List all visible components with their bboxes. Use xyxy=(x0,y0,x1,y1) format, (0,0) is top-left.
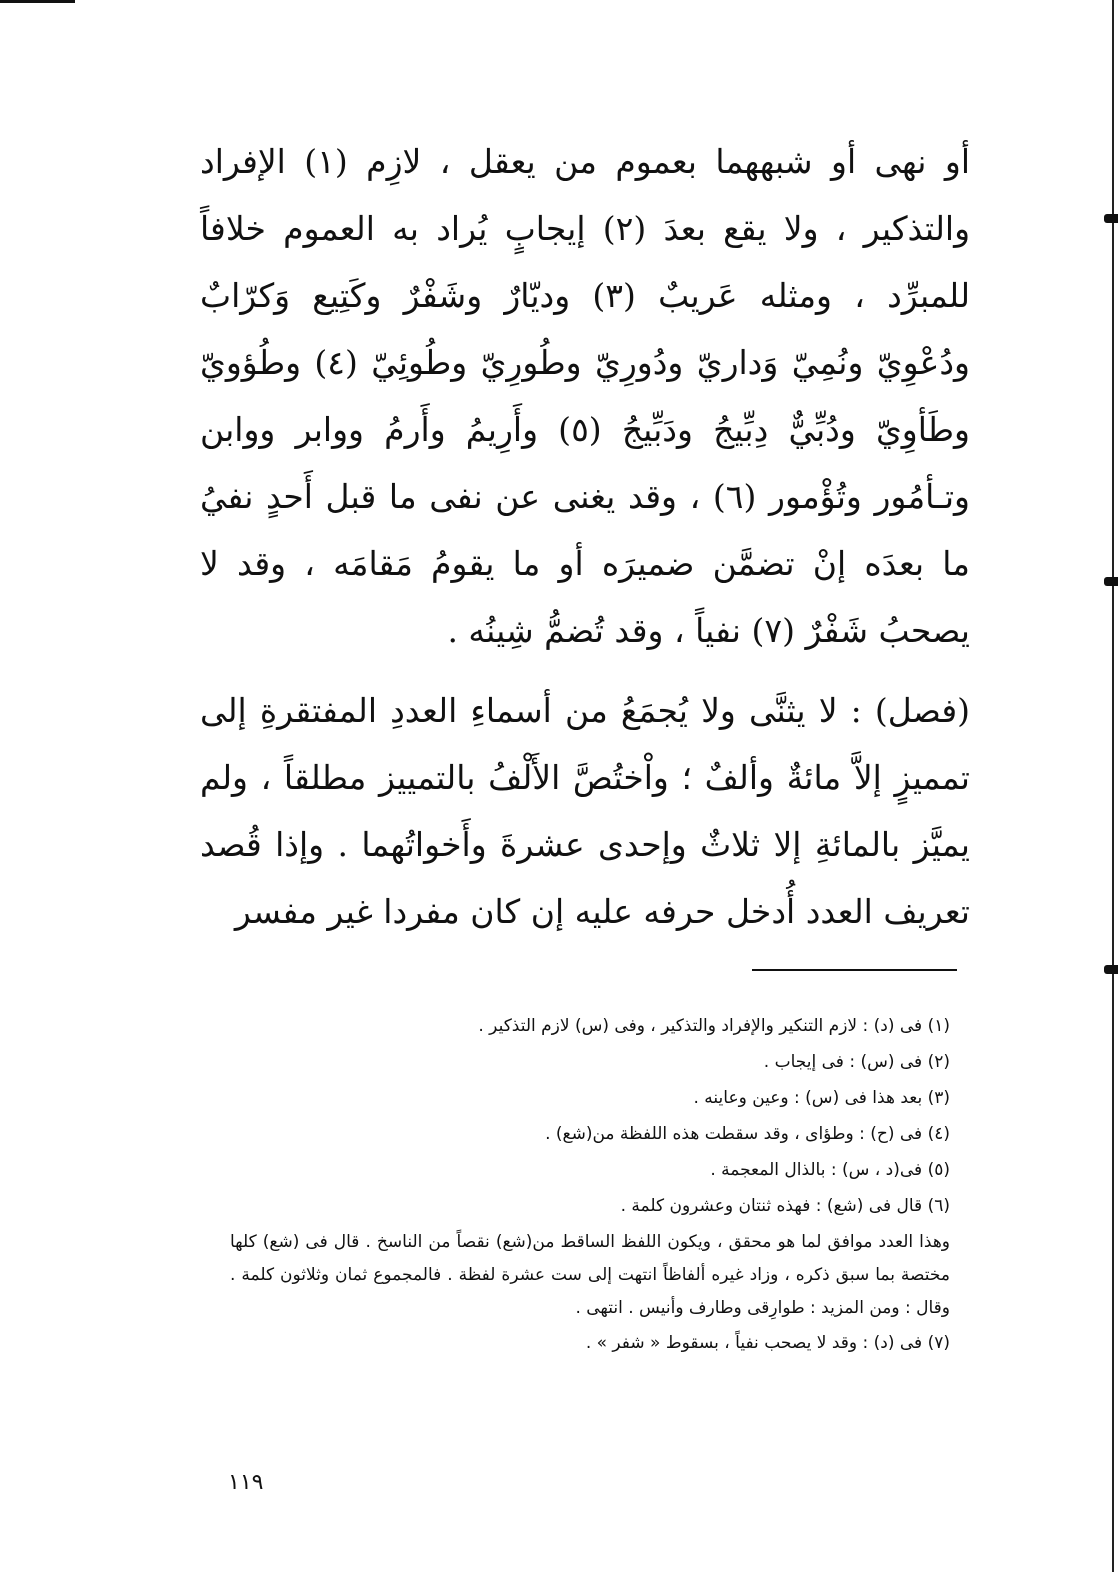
footnote-4: (٤) فى (ح) : وطؤاى ، وقد سقطت هذه اللفظة من(شع) . xyxy=(545,1124,950,1144)
footnote-separator xyxy=(752,969,957,971)
scan-edge-mark xyxy=(1104,214,1118,223)
footnote-2: (٢) فى (س) : فى إيجاب . xyxy=(763,1052,950,1072)
footnotes xyxy=(230,1008,950,1361)
scan-edge-top-left xyxy=(0,0,75,3)
body-paragraph-1: أو نهى أو شبههما بعموم من يعقل ، لازِم (١) الإفراد والتذكير ، ولا يقع بعدَ (٢) إيجابٍ يُراد به العموم خلافاً للمبرِّد ، ومثله عَريبٌ (٣) وديّارٌ وشَفْرٌ وكَتِيع وَكرّابٌ ودُعْوِيّ ونُمِيّ وَداريّ ودُورِيّ وطُورِيّ وطُوئِيّ (٤) وطُؤويّ وطَأوِيّ ودُبِّيٌّ دِبِّيجُ ودَبِّيجُ (٥) وأَرِيمُ وأَرمُ ووابر ووابن وتـأمُور وتُؤْمور (٦) ، وقد يغنى عن نفى ما قبل أَحدٍ نفيُ ما بعدَه إنْ تضمَّن ضميرَه أو ما يقومُ مَقامَه ، وقد لا يصحبُ شَفْرٌ (٧) نفياً ، وقد تُضمُّ شِينُه . xyxy=(200,142,970,650)
footnote-6-note: وهذا العدد موافق لما هو محقق ، ويكون اللفظ الساقط من(شع) نقصاً من الناسخ . قال فى (شع) كلها مختصة بما سبق ذكره ، وزاد غيره ألفاظاً انتهت إلى ست عشرة لفظة . فالمجموع ثمان وثلاثون كلمة . وقال : ومن المزيد : طوارِقى وطارف وأنيس . انتهى . xyxy=(230,1232,950,1318)
scan-edge-mark xyxy=(1104,965,1118,974)
footnote-5: (٥) فى(د ، س) : بالذال المعجمة . xyxy=(710,1160,950,1180)
scan-edge-mark xyxy=(1104,577,1118,586)
page-right-border xyxy=(1112,0,1114,1572)
footnote-1: (١) فى (د) : لازم التنكير والإفراد والتذكير ، وفى (س) لازم التذكير . xyxy=(478,1016,950,1036)
body-paragraph-2: (فصل) : لا يثنَّى ولا يُجمَعُ من أسماءِ العددِ المفتقرةِ إلى تمميزٍ إلاَّ مائةٌ وألفٌ ؛ واْختُصَّ الأَلْفُ بالتمييز مطلقاً ، ولم يميَّز بالمائةِ إلا ثلاثٌ وإحدى عشرةَ وأَخواتُهما . وإذا قُصد تعريف العدد أُدخل حرفه عليه إن كان مفردا غير مفسر xyxy=(200,691,970,931)
footnote-6: (٦) قال فى (شع) : فهذه ثنتان وعشرون كلمة . xyxy=(620,1196,950,1216)
footnote-7: (٧) فى (د) : وقد لا يصحب نفياً ، بسقوط « شفر » . xyxy=(585,1333,950,1353)
page-number: ١١٩ xyxy=(228,1470,264,1495)
footnote-3: (٣) بعد هذا فى (س) : وعين وعاينه . xyxy=(693,1088,950,1108)
